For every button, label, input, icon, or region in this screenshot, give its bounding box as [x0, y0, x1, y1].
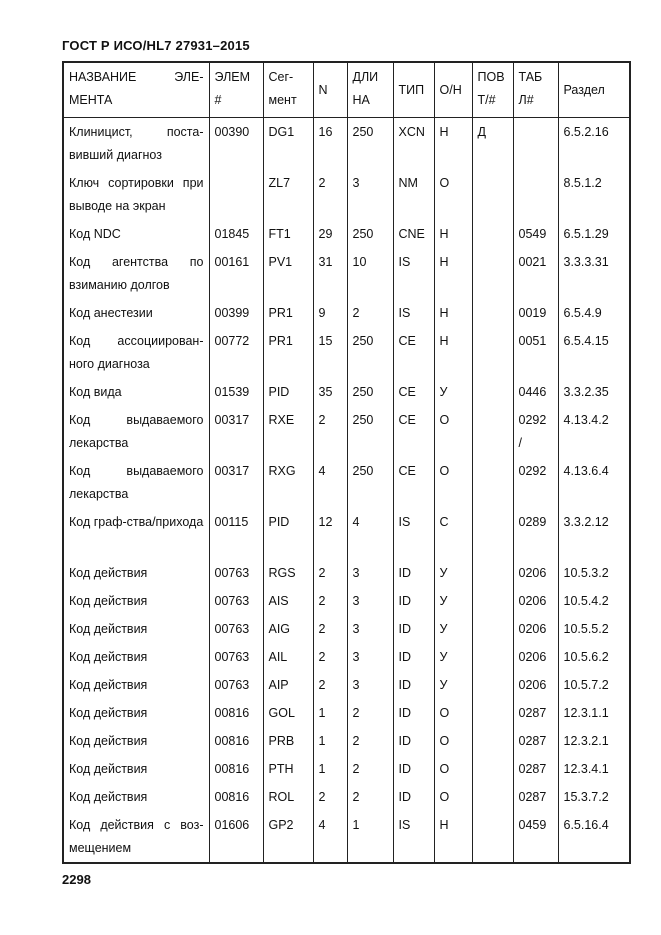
cell-length: 2	[347, 299, 393, 327]
cell-table: 0287	[513, 783, 558, 811]
cell-elem: 01539	[209, 378, 263, 406]
cell-section: 10.5.5.2	[558, 615, 630, 643]
cell-length: 4	[347, 508, 393, 559]
cell-n: 12	[313, 508, 347, 559]
cell-segment: PID	[263, 508, 313, 559]
cell-n: 2	[313, 169, 347, 220]
cell-length: 3	[347, 169, 393, 220]
cell-elem	[209, 169, 263, 220]
cell-repeat	[472, 327, 513, 378]
cell-table: 0446	[513, 378, 558, 406]
cell-length: 3	[347, 643, 393, 671]
table-body	[63, 118, 630, 864]
cell-section: 6.5.4.15	[558, 327, 630, 378]
cell-elem: 00763	[209, 671, 263, 699]
cell-section: 10.5.6.2	[558, 643, 630, 671]
cell-section: 3.3.2.35	[558, 378, 630, 406]
cell-section: 12.3.2.1	[558, 727, 630, 755]
table-row	[63, 508, 630, 559]
cell-elem: 00816	[209, 699, 263, 727]
cell-opt: О	[434, 783, 472, 811]
cell-repeat	[472, 457, 513, 508]
cell-type: CE	[393, 327, 434, 378]
table-row	[63, 327, 630, 378]
cell-n: 2	[313, 615, 347, 643]
element-table	[62, 61, 631, 864]
cell-type: XCN	[393, 118, 434, 170]
cell-length: 2	[347, 783, 393, 811]
cell-section: 4.13.4.2	[558, 406, 630, 457]
cell-repeat	[472, 643, 513, 671]
cell-type: ID	[393, 559, 434, 587]
cell-type: CE	[393, 406, 434, 457]
column-header-elem: ЭЛЕМ #	[209, 62, 263, 118]
cell-segment: PRB	[263, 727, 313, 755]
cell-length: 250	[347, 406, 393, 457]
cell-section: 6.5.16.4	[558, 811, 630, 863]
cell-segment: GOL	[263, 699, 313, 727]
cell-name: Код действия	[63, 587, 209, 615]
cell-repeat	[472, 811, 513, 863]
cell-length: 3	[347, 587, 393, 615]
cell-opt: У	[434, 587, 472, 615]
cell-elem: 00317	[209, 457, 263, 508]
cell-segment: RXE	[263, 406, 313, 457]
cell-table: 0287	[513, 727, 558, 755]
cell-name: Код действия	[63, 755, 209, 783]
cell-repeat	[472, 727, 513, 755]
cell-type: ID	[393, 699, 434, 727]
cell-type: ID	[393, 615, 434, 643]
cell-section: 10.5.4.2	[558, 587, 630, 615]
cell-elem: 00763	[209, 615, 263, 643]
cell-segment: PR1	[263, 299, 313, 327]
table-row	[63, 699, 630, 727]
column-header-repeat: ПОВ Т/#	[472, 62, 513, 118]
cell-length: 10	[347, 248, 393, 299]
cell-section: 12.3.1.1	[558, 699, 630, 727]
cell-type: ID	[393, 671, 434, 699]
cell-section: 4.13.6.4	[558, 457, 630, 508]
cell-opt: У	[434, 559, 472, 587]
cell-name: Код действия	[63, 559, 209, 587]
cell-name: Код вида	[63, 378, 209, 406]
column-header-section: Раздел	[558, 62, 630, 118]
table-header-row	[63, 62, 630, 118]
cell-n: 1	[313, 755, 347, 783]
cell-opt: О	[434, 755, 472, 783]
cell-name: Код NDC	[63, 220, 209, 248]
cell-elem: 00317	[209, 406, 263, 457]
cell-type: ID	[393, 727, 434, 755]
cell-elem: 00161	[209, 248, 263, 299]
cell-elem: 00816	[209, 755, 263, 783]
cell-name: Ключ сортировки при выводе на экран	[63, 169, 209, 220]
cell-length: 3	[347, 615, 393, 643]
cell-n: 1	[313, 699, 347, 727]
cell-table: 0206	[513, 671, 558, 699]
cell-table	[513, 169, 558, 220]
cell-type: ID	[393, 587, 434, 615]
cell-name: Код выдаваемого лекарства	[63, 457, 209, 508]
cell-opt: Н	[434, 811, 472, 863]
table-row	[63, 811, 630, 863]
cell-repeat	[472, 378, 513, 406]
cell-repeat	[472, 671, 513, 699]
table-row	[63, 248, 630, 299]
cell-repeat	[472, 783, 513, 811]
cell-n: 2	[313, 559, 347, 587]
cell-opt: С	[434, 508, 472, 559]
cell-segment: AIL	[263, 643, 313, 671]
cell-opt: У	[434, 615, 472, 643]
cell-segment: PR1	[263, 327, 313, 378]
column-header-n: N	[313, 62, 347, 118]
column-header-segment: Сег-мент	[263, 62, 313, 118]
column-header-opt: О/Н	[434, 62, 472, 118]
cell-type: IS	[393, 811, 434, 863]
cell-table: 0051	[513, 327, 558, 378]
cell-length: 2	[347, 699, 393, 727]
cell-table: 0206	[513, 559, 558, 587]
cell-length: 1	[347, 811, 393, 863]
table-row	[63, 457, 630, 508]
column-header-type: ТИП	[393, 62, 434, 118]
cell-segment: GP2	[263, 811, 313, 863]
cell-opt: У	[434, 378, 472, 406]
cell-n: 2	[313, 643, 347, 671]
cell-elem: 01845	[209, 220, 263, 248]
cell-n: 2	[313, 406, 347, 457]
cell-section: 3.3.2.12	[558, 508, 630, 559]
table-row	[63, 220, 630, 248]
cell-n: 16	[313, 118, 347, 170]
cell-section: 12.3.4.1	[558, 755, 630, 783]
cell-segment: RGS	[263, 559, 313, 587]
table-row	[63, 783, 630, 811]
cell-name: Код действия с воз-мещением	[63, 811, 209, 863]
cell-length: 2	[347, 727, 393, 755]
page-number: 2298	[62, 872, 91, 887]
cell-segment: ROL	[263, 783, 313, 811]
cell-type: CE	[393, 378, 434, 406]
cell-type: CNE	[393, 220, 434, 248]
cell-name: Код агентства по взиманию долгов	[63, 248, 209, 299]
cell-segment: AIG	[263, 615, 313, 643]
cell-repeat	[472, 508, 513, 559]
cell-section: 6.5.2.16	[558, 118, 630, 170]
cell-table: 0292	[513, 457, 558, 508]
cell-n: 4	[313, 457, 347, 508]
cell-section: 10.5.7.2	[558, 671, 630, 699]
cell-elem: 00816	[209, 783, 263, 811]
cell-table	[513, 118, 558, 170]
cell-repeat	[472, 755, 513, 783]
cell-n: 35	[313, 378, 347, 406]
cell-opt: У	[434, 671, 472, 699]
cell-n: 4	[313, 811, 347, 863]
cell-section: 6.5.1.29	[558, 220, 630, 248]
cell-elem: 00115	[209, 508, 263, 559]
cell-name: Код ассоциирован-ного диагноза	[63, 327, 209, 378]
cell-elem: 00772	[209, 327, 263, 378]
cell-length: 3	[347, 559, 393, 587]
table-row	[63, 559, 630, 587]
table-row	[63, 671, 630, 699]
cell-table: 0019	[513, 299, 558, 327]
cell-name: Код действия	[63, 615, 209, 643]
table-row	[63, 643, 630, 671]
cell-elem: 00763	[209, 643, 263, 671]
cell-segment: RXG	[263, 457, 313, 508]
cell-repeat	[472, 559, 513, 587]
cell-opt: Н	[434, 118, 472, 170]
cell-table: 0287	[513, 755, 558, 783]
cell-segment: DG1	[263, 118, 313, 170]
column-header-length: ДЛИ НА	[347, 62, 393, 118]
cell-repeat: Д	[472, 118, 513, 170]
cell-repeat	[472, 406, 513, 457]
cell-table: 0206	[513, 615, 558, 643]
cell-name: Код действия	[63, 671, 209, 699]
cell-repeat	[472, 220, 513, 248]
cell-section: 3.3.3.31	[558, 248, 630, 299]
cell-repeat	[472, 299, 513, 327]
cell-name: Код действия	[63, 783, 209, 811]
cell-n: 2	[313, 783, 347, 811]
cell-n: 1	[313, 727, 347, 755]
cell-repeat	[472, 587, 513, 615]
cell-elem: 00816	[209, 727, 263, 755]
cell-name: Код действия	[63, 727, 209, 755]
cell-name: Код анестезии	[63, 299, 209, 327]
cell-name: Код граф-ства/прихода	[63, 508, 209, 559]
cell-segment: AIS	[263, 587, 313, 615]
cell-type: IS	[393, 248, 434, 299]
cell-length: 2	[347, 755, 393, 783]
table-row	[63, 118, 630, 170]
cell-elem: 00390	[209, 118, 263, 170]
table-row	[63, 378, 630, 406]
cell-section: 10.5.3.2	[558, 559, 630, 587]
cell-segment: PID	[263, 378, 313, 406]
cell-section: 6.5.4.9	[558, 299, 630, 327]
cell-opt: О	[434, 406, 472, 457]
cell-repeat	[472, 699, 513, 727]
cell-table: 0206	[513, 643, 558, 671]
cell-repeat	[472, 615, 513, 643]
cell-type: ID	[393, 643, 434, 671]
cell-name: Код выдаваемого лекарства	[63, 406, 209, 457]
cell-type: CE	[393, 457, 434, 508]
cell-type: ID	[393, 783, 434, 811]
cell-opt: Н	[434, 299, 472, 327]
cell-opt: О	[434, 169, 472, 220]
cell-opt: О	[434, 699, 472, 727]
cell-name: Клиницист, поста-вивший диагноз	[63, 118, 209, 170]
cell-segment: PTH	[263, 755, 313, 783]
cell-table: 0289	[513, 508, 558, 559]
cell-table: 0459	[513, 811, 558, 863]
cell-elem: 00399	[209, 299, 263, 327]
cell-table: 0292 /	[513, 406, 558, 457]
table-row	[63, 615, 630, 643]
cell-segment: FT1	[263, 220, 313, 248]
table-row	[63, 727, 630, 755]
cell-type: NM	[393, 169, 434, 220]
cell-length: 250	[347, 118, 393, 170]
cell-opt: Н	[434, 327, 472, 378]
cell-elem: 01606	[209, 811, 263, 863]
cell-n: 2	[313, 587, 347, 615]
cell-segment: ZL7	[263, 169, 313, 220]
cell-opt: Н	[434, 220, 472, 248]
column-header-table: ТАБ Л#	[513, 62, 558, 118]
cell-length: 250	[347, 327, 393, 378]
cell-repeat	[472, 169, 513, 220]
cell-table: 0287	[513, 699, 558, 727]
cell-table: 0549	[513, 220, 558, 248]
cell-type: IS	[393, 508, 434, 559]
cell-type: IS	[393, 299, 434, 327]
cell-segment: PV1	[263, 248, 313, 299]
cell-length: 250	[347, 378, 393, 406]
column-header-name: НАЗВАНИЕ ЭЛЕ-МЕНТА	[63, 62, 209, 118]
cell-name: Код действия	[63, 643, 209, 671]
cell-table: 0206	[513, 587, 558, 615]
cell-opt: У	[434, 643, 472, 671]
cell-n: 29	[313, 220, 347, 248]
cell-opt: Н	[434, 248, 472, 299]
table-row	[63, 587, 630, 615]
cell-n: 31	[313, 248, 347, 299]
cell-length: 250	[347, 457, 393, 508]
cell-n: 2	[313, 671, 347, 699]
cell-length: 3	[347, 671, 393, 699]
cell-length: 250	[347, 220, 393, 248]
cell-n: 9	[313, 299, 347, 327]
table-row	[63, 755, 630, 783]
cell-repeat	[472, 248, 513, 299]
cell-type: ID	[393, 755, 434, 783]
cell-n: 15	[313, 327, 347, 378]
table-row	[63, 169, 630, 220]
cell-name: Код действия	[63, 699, 209, 727]
table-row	[63, 406, 630, 457]
table-row	[63, 299, 630, 327]
cell-section: 8.5.1.2	[558, 169, 630, 220]
cell-section: 15.3.7.2	[558, 783, 630, 811]
cell-opt: О	[434, 727, 472, 755]
cell-elem: 00763	[209, 587, 263, 615]
document-header: ГОСТ Р ИСО/HL7 27931–2015	[62, 38, 250, 53]
cell-elem: 00763	[209, 559, 263, 587]
cell-opt: О	[434, 457, 472, 508]
cell-table: 0021	[513, 248, 558, 299]
cell-segment: AIP	[263, 671, 313, 699]
